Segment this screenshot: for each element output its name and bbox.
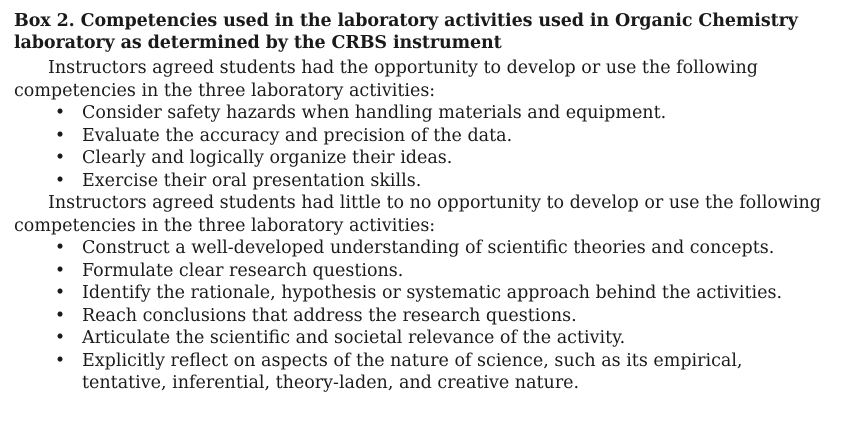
bullet-icon: • (54, 103, 66, 123)
competency-list-opportunity (14, 102, 827, 192)
list-item (14, 237, 827, 260)
bullet-icon: • (54, 260, 66, 281)
list-item-text: Explicitly reflect on aspects of the nature of science, such as its empirical, tentative, inferential, theory-laden, and creative nature. (82, 350, 743, 393)
bullet-icon: • (54, 283, 66, 303)
list-item-text: Exercise their oral presentation skills. (82, 170, 422, 191)
list-item-text: Identify the rationale, hypothesis or systematic approach behind the activities. (82, 283, 783, 303)
bullet-icon: • (54, 350, 66, 371)
list-item-text: Formulate clear research questions. (82, 260, 404, 281)
bullet-icon: • (54, 148, 66, 168)
competency-list-little-opportunity (14, 237, 827, 395)
section-intro-little-opportunity: Instructors agreed students had little to no opportunity to develop or use the following competencies in the three laboratory activities: (14, 193, 821, 236)
list-item-text: Consider safety hazards when handling materials and equipment. (82, 103, 667, 123)
list-item (14, 147, 827, 170)
bullet-icon: • (54, 305, 66, 326)
list-item-text: Articulate the scientific and societal relevance of the activity. (82, 328, 626, 348)
bullet-icon: • (54, 125, 66, 146)
list-item-text: Construct a well-developed understanding of scientific theories and concepts. (82, 238, 775, 258)
list-item-text: Evaluate the accuracy and precision of the data. (82, 125, 513, 146)
bullet-icon: • (54, 238, 66, 258)
bullet-icon: • (54, 170, 66, 191)
list-item (14, 327, 827, 350)
list-item (14, 305, 827, 328)
list-item (14, 125, 827, 148)
list-item-text: Reach conclusions that address the research questions. (82, 305, 577, 326)
list-item (14, 260, 827, 283)
list-item (14, 170, 827, 193)
list-item (14, 282, 827, 305)
list-item (14, 102, 827, 125)
section-intro-opportunity: Instructors agreed students had the opportunity to develop or use the following competencies in the three laboratory activities: (14, 58, 758, 101)
bullet-icon: • (54, 328, 66, 348)
list-item-text: Clearly and logically organize their ideas. (82, 148, 453, 168)
box-title: Box 2. Competencies used in the laboratory activities used in Organic Chemistry laboratory as determined by the CRBS instrument (14, 11, 798, 53)
list-item (14, 350, 827, 395)
